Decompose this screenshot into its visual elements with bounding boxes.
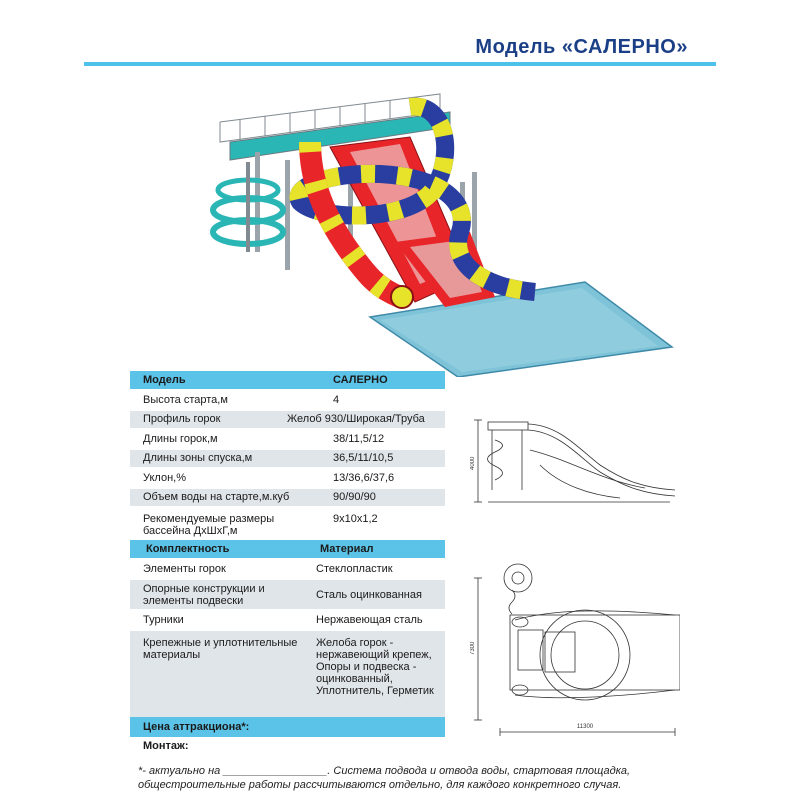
spec-value: Желоб 930/Широкая/Труба <box>287 413 425 426</box>
spec-value: 13/36,6/37,6 <box>333 471 395 484</box>
spec-label: Длины горок,м <box>143 432 218 445</box>
specs-header-value: САЛЕРНО <box>333 374 388 386</box>
footnote: *- актуально на _________________. Система подвода и отвода воды, стартовая площадка, общестроительные работы рассчитываются отдельно, для каждого конкретного случая. <box>138 765 631 791</box>
component-label: Опорные конструкции и элементы подвески <box>143 582 265 607</box>
spec-label: Объем воды на старте,м.куб <box>143 491 290 504</box>
spec-value: 36,5/11/10,5 <box>333 452 394 465</box>
spec-row <box>130 450 445 470</box>
spec-label: Длины зоны спуска,м <box>143 452 253 465</box>
components-header <box>130 540 445 560</box>
spec-value: 90/90/90 <box>333 491 376 504</box>
top-view-drawing <box>470 560 680 740</box>
page-title: Модель «САЛЕРНО» <box>475 36 688 58</box>
component-label: Турники <box>143 614 184 626</box>
component-row <box>130 560 445 580</box>
side-height-dimension: 4000 <box>470 456 476 470</box>
component-material: Нержавеющая сталь <box>316 614 423 626</box>
component-row <box>130 631 445 721</box>
waterslide-illustration <box>210 92 680 377</box>
specs-table <box>130 371 445 546</box>
specs-header <box>130 371 445 391</box>
component-material: Сталь оцинкованная <box>316 588 422 601</box>
spec-row <box>130 430 445 450</box>
mount-label: Монтаж: <box>143 740 189 752</box>
component-material: Желоба горок - нержавеющий крепеж, Опоры и подвеска - оцинкованный, Уплотнитель, Герметик <box>316 637 434 697</box>
top-height-dimension: 7300 <box>470 641 476 655</box>
component-row <box>130 580 445 611</box>
spec-label: Профиль горок <box>143 413 221 426</box>
spec-row <box>130 469 445 489</box>
component-material: Стеклопластик <box>316 563 393 575</box>
components-header-label: Комплектность <box>146 543 230 555</box>
spec-row <box>130 489 445 509</box>
spec-value: 38/11,5/12 <box>333 432 385 445</box>
spec-value: 4 <box>333 393 340 406</box>
spiral-staircase <box>213 162 283 252</box>
side-view-drawing <box>470 410 680 510</box>
spec-label: Уклон,% <box>143 471 187 484</box>
component-label: Крепежные и уплотнительные материалы <box>143 637 298 661</box>
spec-label: Высота старта,м <box>143 393 228 406</box>
price-label: Цена аттракциона*: <box>130 717 445 737</box>
component-row <box>130 611 445 631</box>
component-label: Элементы горок <box>143 563 226 575</box>
title-underline <box>84 62 716 66</box>
spec-value: 9x10x1,2 <box>333 513 378 525</box>
top-width-dimension: 11300 <box>576 724 594 730</box>
spec-label: Рекомендуемые размеры бассейна ДхШхГ,м <box>143 513 275 537</box>
spec-row <box>130 391 445 411</box>
spec-row <box>130 411 445 431</box>
components-header-value: Материал <box>320 543 374 555</box>
components-table <box>130 540 445 721</box>
specs-header-label: Модель <box>143 374 186 386</box>
